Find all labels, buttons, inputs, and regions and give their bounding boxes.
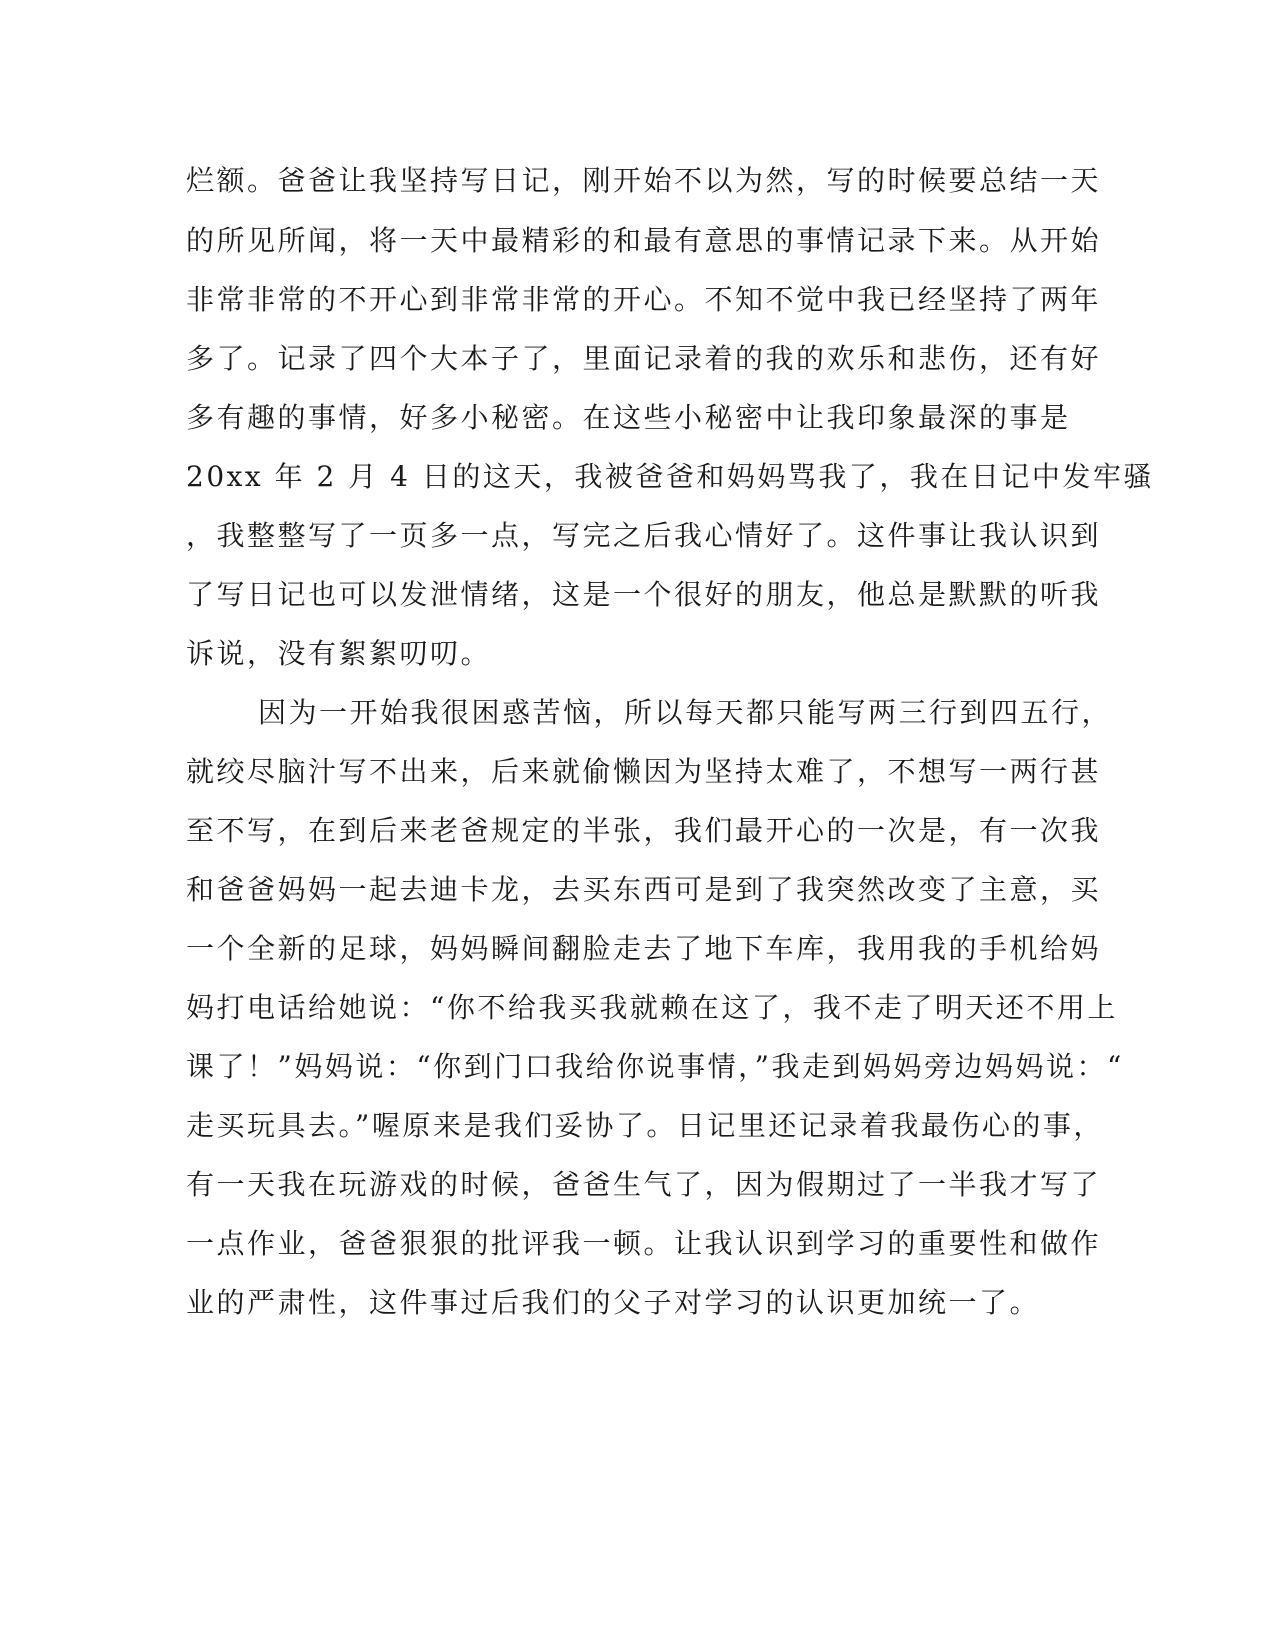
paragraph-2-line-10: 一点作业，爸爸狠狠的批评我一顿。让我认识到学习的重要性和做作: [186, 1227, 1102, 1260]
paragraph-2-line-2: 就绞尽脑汁写不出来，后来就偷懒因为坚持太难了，不想写一两行甚: [186, 755, 1102, 788]
paragraph-1-line-7: ，我整整写了一页多一点，写完之后我心情好了。这件事让我认识到: [186, 519, 1102, 552]
paragraph-1-line-5: 多有趣的事情，好多小秘密。在这些小秘密中让我印象最深的事是: [186, 401, 1071, 434]
paragraph-1-line-3: 非常非常的不开心到非常非常的开心。不知不觉中我已经坚持了两年: [186, 283, 1102, 316]
paragraph-1-line-8: 了写日记也可以发泄情绪，这是一个很好的朋友，他总是默默的听我: [186, 578, 1102, 611]
paragraph-2-line-9: 有一天我在玩游戏的时候，爸爸生气了，因为假期过了一半我才写了: [186, 1168, 1102, 1201]
paragraph-1-line-6: 20xx 年 2 月 4 日的这天，我被爸爸和妈妈骂我了，我在日记中发牢骚: [186, 460, 1154, 493]
paragraph-2-line-1: 因为一开始我很困惑苦恼，所以每天都只能写两三行到四五行，: [258, 696, 1113, 729]
paragraph-1-line-1: 烂额。爸爸让我坚持写日记，刚开始不以为然，写的时候要总结一天: [186, 164, 1102, 197]
paragraph-1-line-2: 的所见所闻，将一天中最精彩的和最有意思的事情记录下来。从开始: [186, 224, 1102, 257]
paragraph-1-line-9: 诉说，没有絮絮叨叨。: [186, 637, 492, 670]
paragraph-2-line-3: 至不写，在到后来老爸规定的半张，我们最开心的一次是，有一次我: [186, 814, 1102, 847]
paragraph-2-line-5: 一个全新的足球，妈妈瞬间翻脸走去了地下车库，我用我的手机给妈: [186, 932, 1102, 965]
paragraph-1-line-4: 多了。记录了四个大本子了，里面记录着的我的欢乐和悲伤，还有好: [186, 342, 1102, 375]
paragraph-2-line-4: 和爸爸妈妈一起去迪卡龙，去买东西可是到了我突然改变了主意，买: [186, 873, 1102, 906]
paragraph-2-line-8: 走买玩具去。”喔原来是我们妥协了。日记里还记录着我最伤心的事，: [186, 1109, 1104, 1142]
paragraph-2-line-11: 业的严肃性，这件事过后我们的父子对学习的认识更加统一了。: [186, 1286, 1041, 1319]
paragraph-2-line-6: 妈打电话给她说：“你不给我买我就赖在这了，我不走了明天还不用上: [186, 991, 1118, 1024]
paragraph-2-line-7: 课了！”妈妈说：“你到门口我给你说事情，”我走到妈妈旁边妈妈说：“: [186, 1050, 1124, 1083]
